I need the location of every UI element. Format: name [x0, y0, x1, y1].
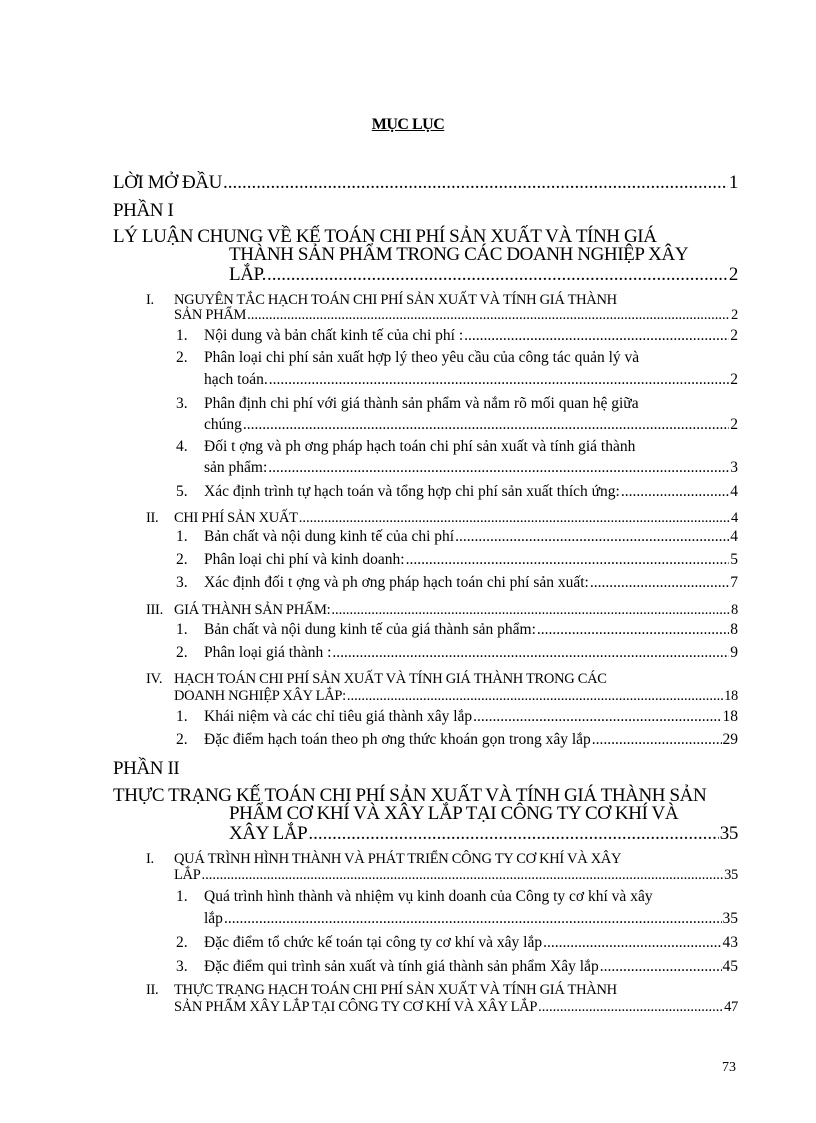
page-number: 73	[722, 1060, 736, 1075]
dot-leader	[267, 264, 728, 286]
toc-entry-s2-1	[204, 526, 738, 548]
subsection-number: 3.	[176, 574, 188, 591]
entry-text: LỜI MỞ ĐẦU	[113, 172, 222, 193]
subsection-number: 3.	[176, 958, 188, 975]
entry-text: lắp	[204, 910, 223, 927]
section-number: III.	[146, 602, 163, 618]
entry-text: GIÁ THÀNH SẢN PHẨM:	[174, 602, 331, 618]
toc-entry-s1-3	[204, 414, 738, 436]
dot-leader	[464, 325, 729, 347]
dot-leader	[299, 511, 730, 526]
entry-text: DOANH NGHIỆP XÂY LẮP:	[174, 688, 346, 704]
toc-entry-s2	[174, 511, 738, 526]
dot-leader	[332, 642, 729, 664]
toc-entry-s3	[174, 603, 738, 618]
subsection-number: 2.	[176, 551, 188, 568]
entry-text: Xác định trình tự hạch toán và tổng hợp chi phí sản xuất thích ứng:	[204, 483, 620, 500]
entry-page: 29	[722, 731, 738, 748]
entry-page: 2	[731, 307, 738, 323]
toc-entry-p2s1-3	[204, 956, 738, 978]
section-title-line1: QUÁ TRÌNH HÌNH THÀNH VÀ PHÁT TRIỂN CÔNG TY CƠ KHÍ VÀ XÂY	[174, 851, 622, 867]
part-1-title-line1: LÝ LUẬN CHUNG VỀ KẾ TOÁN CHI PHÍ SẢN XUẤT VÀ TÍNH GIÁ	[113, 226, 657, 247]
toc-entry-s4-1	[204, 706, 738, 728]
entry-text: Đặc điểm hạch toán theo ph ơng thức khoán gọn trong xây lắp	[204, 731, 591, 748]
toc-entry-s3-1	[204, 619, 738, 641]
entry-page: 45	[722, 958, 738, 975]
subsection-number: 2.	[176, 644, 188, 661]
dot-leader	[269, 369, 730, 391]
toc-entry-loimodau	[113, 172, 738, 194]
entry-text: Khái niệm và các chỉ tiêu giá thành xây lắp	[204, 708, 473, 725]
dot-leader	[455, 526, 729, 548]
entry-text-line1: Phân loại chi phí sản xuất hợp lý theo yêu cầu của công tác quản lý và	[204, 349, 640, 366]
entry-page: 35	[719, 823, 738, 844]
subsection-number: 1.	[176, 327, 188, 344]
section-number: IV.	[146, 671, 163, 687]
toc-entry-s2-3	[204, 572, 738, 594]
toc-entry-p2s1-2	[204, 932, 738, 954]
part-1-title-line2: THÀNH SẢN PHẨM TRONG CÁC DOANH NGHIỆP XÂY	[229, 244, 689, 265]
entry-text: SẢN PHẨM XÂY LẮP TẠI CÔNG TY CƠ KHÍ VÀ XÂY LẮP	[174, 999, 538, 1015]
entry-page: 43	[722, 934, 738, 951]
section-title-line2	[174, 1000, 738, 1015]
entry-page: 18	[722, 708, 738, 725]
entry-page: 5	[730, 551, 738, 568]
entry-page: 8	[731, 602, 738, 618]
entry-text: Bản chất và nội dung kinh tế của chi phí	[204, 528, 455, 545]
toc-entry-s1-5	[204, 481, 738, 503]
toc-entry-s3-2	[204, 642, 738, 664]
entry-page: 2	[730, 416, 738, 433]
entry-text: hạch toán.	[204, 371, 268, 388]
entry-text: Nội dung và bản chất kinh tế của chi phí :	[204, 327, 464, 344]
entry-page: 2	[730, 327, 738, 344]
entry-page: 3	[730, 459, 738, 476]
entry-text: Phân loại chi phí và kinh doanh:	[204, 551, 405, 568]
section-number: II.	[146, 982, 159, 998]
entry-page: 4	[730, 528, 738, 545]
section-number: II.	[146, 510, 159, 526]
entry-text: chúng	[204, 416, 242, 433]
subsection-number: 2.	[176, 934, 188, 951]
entry-text: CHI PHÍ SẢN XUẤT	[174, 510, 298, 526]
entry-text: Xác định đối t ợng và ph ơng pháp hạch toán chi phí sản xuất:	[204, 574, 589, 591]
entry-page: 2	[730, 371, 738, 388]
dot-leader	[247, 308, 730, 323]
section-number: I.	[146, 292, 154, 308]
dot-leader	[543, 932, 721, 954]
dot-leader	[538, 1000, 723, 1015]
entry-text: Phân loại giá thành :	[204, 644, 332, 661]
entry-text: XÂY LẮP	[229, 823, 308, 844]
part-1-title-line3	[229, 264, 738, 286]
toc-entry-s1-1	[204, 325, 738, 347]
entry-page: 8	[730, 621, 738, 638]
subsection-number: 1.	[176, 708, 188, 725]
section-title-line2	[174, 689, 738, 704]
subsection-number: 3.	[176, 395, 188, 412]
section-title-line1: THỰC TRẠNG HẠCH TOÁN CHI PHÍ SẢN XUẤT VÀ TÍNH GIÁ THÀNH	[174, 982, 617, 998]
entry-page: 4	[731, 510, 738, 526]
entry-page: 4	[730, 483, 738, 500]
entry-text: Đặc điểm tổ chức kế toán tại công ty cơ khí và xây lắp	[204, 934, 543, 951]
section-title-line2	[174, 308, 738, 323]
entry-page: 9	[730, 644, 738, 661]
toc-entry-s4-2	[204, 729, 738, 751]
part-2-title-line1: THỰC TRẠNG KẾ TOÁN CHI PHÍ SẢN XUẤT VÀ TÍNH GIÁ THÀNH SẢN	[113, 785, 707, 806]
subsection-number: 4.	[176, 438, 188, 455]
dot-leader	[347, 689, 723, 704]
dot-leader	[268, 457, 729, 479]
dot-leader	[202, 868, 724, 883]
entry-page: 35	[722, 910, 738, 927]
section-title-line1: HẠCH TOÁN CHI PHÍ SẢN XUẤT VÀ TÍNH GIÁ THÀNH TRONG CÁC	[174, 671, 607, 687]
dot-leader	[537, 619, 729, 641]
dot-leader	[473, 706, 721, 728]
section-number: I.	[146, 851, 154, 867]
subsection-number: 2.	[176, 349, 188, 366]
dot-leader	[331, 603, 730, 618]
entry-page: 35	[724, 867, 738, 883]
part-2-title-line2: PHẨM CƠ KHÍ VÀ XÂY LẮP TẠI CÔNG TY CƠ KHÍ VÀ	[229, 803, 679, 824]
toc-entry-p2s1-1	[204, 908, 738, 930]
toc-entry-s1-4	[204, 457, 738, 479]
entry-text: Bản chất và nội dung kinh tế của giá thành sản phẩm:	[204, 621, 536, 638]
page-title: MỤC LỤC	[371, 116, 445, 133]
subsection-number: 1.	[176, 528, 188, 545]
subsection-number: 1.	[176, 621, 188, 638]
part-2-title-line3	[229, 823, 738, 845]
entry-text: Đặc điểm qui trình sản xuất và tính giá thành sản phẩm Xây lắp	[204, 958, 599, 975]
subsection-number: 5.	[176, 483, 188, 500]
entry-page: 2	[728, 264, 738, 285]
dot-leader	[600, 956, 722, 978]
part-heading-1: PHẦN I	[113, 200, 174, 221]
entry-text: sản phẩm:	[204, 459, 268, 476]
entry-page: 1	[728, 172, 738, 193]
dot-leader	[308, 823, 718, 845]
dot-leader	[592, 729, 722, 751]
dot-leader	[224, 908, 722, 930]
entry-text: LẮP	[174, 867, 201, 883]
entry-page: 47	[724, 999, 738, 1015]
entry-text: LẮP.	[229, 264, 266, 285]
entry-page: 18	[724, 688, 738, 704]
dot-leader	[590, 572, 729, 594]
section-title-line2	[174, 868, 738, 883]
dot-leader	[621, 481, 729, 503]
dot-leader	[243, 414, 729, 436]
dot-leader	[406, 549, 730, 571]
toc-entry-s1-2	[204, 369, 738, 391]
dot-leader	[223, 172, 728, 194]
entry-text-line1: Đối t ợng và ph ơng pháp hạch toán chi phí sản xuất và tính giá thành	[204, 438, 636, 455]
part-heading-2: PHẦN II	[113, 758, 180, 779]
toc-entry-s2-2	[204, 549, 738, 571]
subsection-number: 1.	[176, 888, 188, 905]
subsection-number: 2.	[176, 731, 188, 748]
entry-text-line1: Quá trình hình thành và nhiệm vụ kinh doanh của Công ty cơ khí và xây	[204, 888, 653, 905]
section-title-line1: NGUYÊN TẮC HẠCH TOÁN CHI PHÍ SẢN XUẤT VÀ TÍNH GIÁ THÀNH	[174, 292, 617, 308]
entry-text: SẢN PHẨM	[174, 307, 247, 323]
entry-text-line1: Phân định chi phí với giá thành sản phẩm và nắm rõ mối quan hệ giữa	[204, 395, 639, 412]
entry-page: 7	[730, 574, 738, 591]
